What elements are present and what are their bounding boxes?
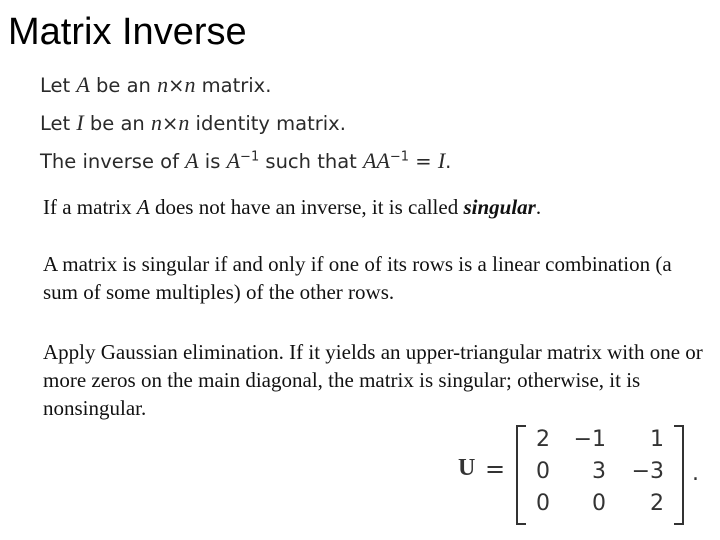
matrix-cell: 2 <box>536 427 550 452</box>
def-text: Let <box>40 112 77 135</box>
matrix-cell: −1 <box>573 427 606 452</box>
def-text: matrix. <box>195 74 272 97</box>
slide-title: Matrix Inverse <box>8 11 247 53</box>
def-text: Let <box>40 74 77 97</box>
math-var: n <box>150 110 162 135</box>
matrix-cell: 2 <box>650 491 664 516</box>
para-text: does not have an inverse, it is called <box>149 195 464 219</box>
trailing-period: . <box>692 461 699 486</box>
math-var: n <box>178 110 190 135</box>
paragraph-singular-definition <box>43 193 708 221</box>
math-var: I <box>76 110 84 135</box>
exponent: −1 <box>240 149 260 165</box>
math-var: A <box>185 148 199 173</box>
matrix-label: U <box>458 455 476 481</box>
math-var: AA <box>363 148 390 173</box>
math-var: n <box>157 72 169 97</box>
definition-line-1 <box>40 72 271 98</box>
times-symbol: × <box>168 74 185 97</box>
matrix-equation <box>458 425 708 525</box>
def-text: The inverse of <box>40 150 186 173</box>
def-text: . <box>445 150 452 173</box>
matrix-cell: −3 <box>631 459 664 484</box>
matrix-cell: 0 <box>592 491 606 516</box>
right-bracket <box>674 425 684 525</box>
def-text: is <box>198 150 227 173</box>
def-text: be an <box>83 112 151 135</box>
math-var: A <box>136 195 150 219</box>
para-text: If a matrix <box>43 195 137 219</box>
matrix-cell: 1 <box>650 427 664 452</box>
matrix-cell: 0 <box>536 459 550 484</box>
math-var: A <box>226 148 241 173</box>
matrix-cell: 3 <box>592 459 606 484</box>
math-var: n <box>184 72 196 97</box>
exponent: −1 <box>389 149 410 165</box>
def-text: be an <box>89 74 158 97</box>
def-text: identity matrix. <box>189 112 346 135</box>
paragraph-gaussian-elimination: Apply Gaussian elimination. If it yields an upper-triangular matrix with one or more zeros on the main diagonal, the matrix is singular; otherwise, it is nonsingular. <box>43 340 703 420</box>
definition-line-2 <box>40 110 346 136</box>
matrix-cell: 0 <box>536 491 550 516</box>
equals-sign: = <box>485 455 506 483</box>
term-singular: singular <box>463 195 536 219</box>
times-symbol: × <box>161 112 179 135</box>
paragraph-singular-condition: A matrix is singular if and only if one of its rows is a linear combination (a sum of some multiples) of the other rows. <box>43 252 672 304</box>
equals-sign: = <box>409 150 438 173</box>
para-text: . <box>535 195 542 219</box>
definition-line-3 <box>40 148 451 174</box>
def-text: such that <box>259 150 364 173</box>
math-var: I <box>437 148 446 173</box>
math-var: A <box>76 72 90 97</box>
